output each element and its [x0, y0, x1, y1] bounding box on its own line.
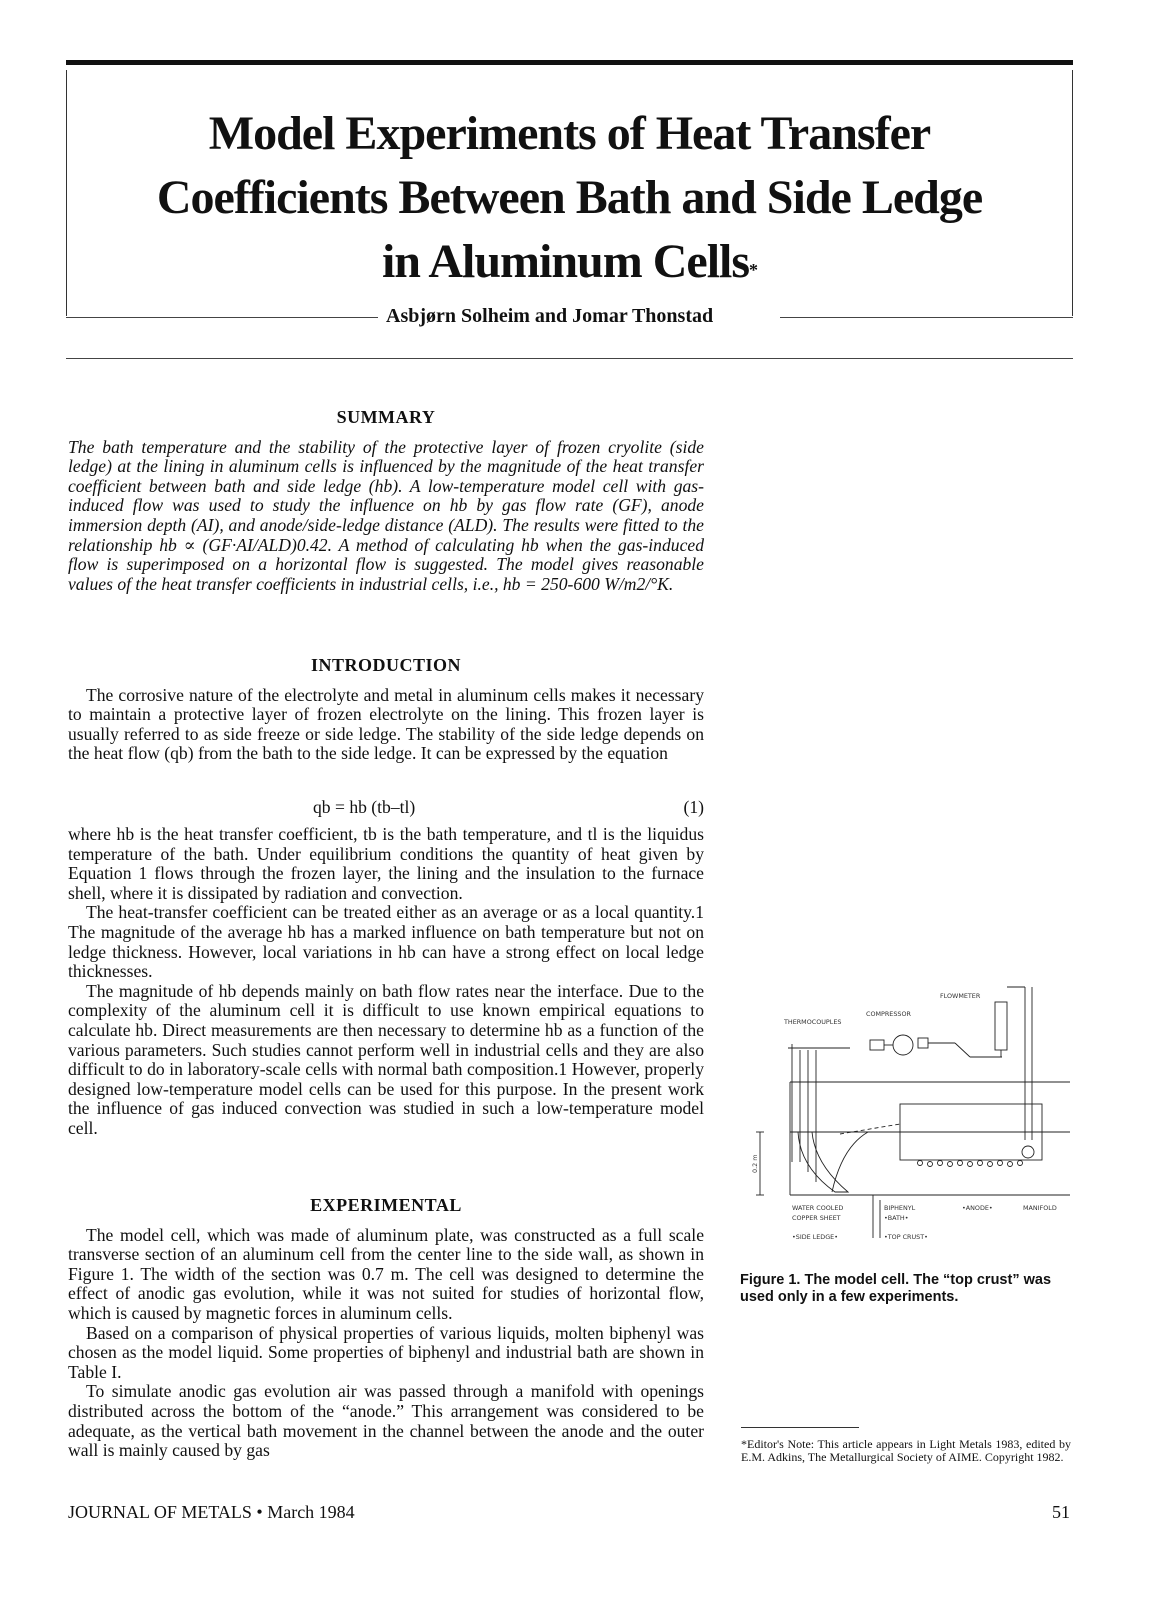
label-flowmeter: FLOWMETER [940, 992, 981, 1000]
title-line-3: in Aluminum Cells [381, 235, 750, 288]
title-footnote-mark: * [749, 260, 758, 280]
label-dimension: 0.2 m [751, 1154, 759, 1173]
introduction-para-3: The heat-transfer coefficient can be treated either as an average or as a local quantity.1 The magnitude of the average hb has a marked influence on bath temperature but not on ledge thickness. However, local variations in hb can have a strong effect on local ledge thicknesses. [68, 902, 704, 982]
authors-rule-left [66, 317, 386, 318]
gas-bubbles [918, 1161, 1023, 1167]
summary-text: The bath temperature and the stability of the protective layer of frozen cryolite (side ledge) at the lining in aluminum cells is influenced by the magnitude of the heat transfer coefficient between bath and side ledge (hb). A low-temperature model cell with gas-induced flow was used to study the influence on hb by gas flow rate (GF), anode immersion depth (AI), and anode/side-ledge distance (ALD). The results were fitted to the relationship hb ∝ (GF·AI/ALD)0.42. A method of calculating hb when the gas-induced flow is superimposed on a horizontal flow is suggested. The model gives reasonable values of the heat transfer coefficients in industrial cells, i.e., hb = 250-600 W/m2/°K. [68, 436, 704, 594]
experimental-para-1: The model cell, which was made of aluminum plate, was constructed as a full scale transverse section of an aluminum cell from the center line to the side wall, as shown in Figure 1. The width of the section was 0.7 m. The cell was designed to determine the effect of anodic gas evolution, while it was not suited for studies of horizontal flow, which is caused by magnetic forces in aluminum cells. [68, 1224, 704, 1323]
label-copper-sheet: COPPER SHEET [792, 1214, 841, 1222]
figure-caption: Figure 1. The model cell. The “top crust” was used only in a few experiments. [740, 1272, 1052, 1305]
label-compressor: COMPRESSOR [866, 1010, 911, 1018]
model-cell-figure [740, 982, 1070, 1244]
top-rule [66, 60, 1073, 65]
experimental-para-2: Based on a comparison of physical properties of various liquids, molten biphenyl was chosen as the model liquid. Some properties of biphenyl and industrial bath are shown in Table I. [68, 1322, 704, 1382]
label-top-crust: •TOP CRUST• [884, 1233, 928, 1241]
side-ledge-shape [798, 1132, 848, 1192]
journal-footer: JOURNAL OF METALS • March 1984 [68, 1502, 355, 1522]
label-manifold: MANIFOLD [1023, 1204, 1057, 1212]
experimental-section [68, 1196, 704, 1461]
footnote-rule [741, 1427, 859, 1428]
summary-heading: SUMMARY [336, 407, 436, 427]
label-water-cooled: WATER COOLED [792, 1204, 844, 1212]
introduction-section [68, 656, 704, 764]
experimental-heading: EXPERIMENTAL [310, 1195, 462, 1215]
label-anode: •ANODE• [962, 1204, 993, 1212]
flowmeter-tube [995, 1002, 1007, 1050]
introduction-para-4: The magnitude of hb depends mainly on bath flow rates near the interface. Due to the complexity of the aluminum cell it is difficult to use known empirical equations to calculate hb. Direct measurements are then necessary to determine hb as a function of the various parameters. Such studies cannot perform well in industrial cells and they are also difficult to do in laboratory-scale cells with normal bath composition.1 However, properly designed low-temperature model cells can be used for this purpose. In the present work the influence of gas induced convection was studied in such a low-temperature model cell. [68, 980, 704, 1138]
introduction-para-2: where hb is the heat transfer coefficient, tb is the bath temperature, and tl is the liquidus temperature of the bath. Under equilibrium conditions the quantity of heat given by Equation 1 flows through the frozen layer, the lining and the insulation to the furnace shell, where it is dissipated by radiation and convection. [68, 824, 704, 903]
introduction-heading: INTRODUCTION [310, 655, 462, 675]
introduction-body [68, 825, 704, 1139]
equation-expression: qb = hb (tb–tl) [313, 797, 416, 817]
article-title [66, 102, 1073, 294]
editor-footnote: *Editor's Note: This article appears in Light Metals 1983, edited by E.M. Adkins, The Metallurgical Society of AIME. Copyright 1982. [741, 1437, 1071, 1464]
compressor-shape [893, 1035, 913, 1055]
label-side-ledge: •SIDE LEDGE• [792, 1233, 838, 1241]
header-rule [66, 358, 1073, 359]
label-biphenyl: BIPHENYL [884, 1204, 916, 1212]
title-line-1: Model Experiments of Heat Transfer [208, 107, 931, 160]
title-line-2: Coefficients Between Bath and Side Ledge [156, 171, 983, 224]
equation-number: (1) [683, 797, 704, 817]
authors-rule-right [780, 317, 1073, 318]
flow-line [832, 1132, 868, 1192]
page-number: 51 [1052, 1502, 1070, 1522]
label-bath: •BATH• [884, 1214, 909, 1222]
label-thermocouples: THERMOCOUPLES [784, 1018, 842, 1026]
manifold-bulb [1022, 1146, 1034, 1158]
experimental-para-3: To simulate anodic gas evolution air was passed through a manifold with openings distributed across the bottom of the “anode.” This arrangement was considered to be adequate, as the vertical bath movement in the channel between the anode and the outer wall is mainly caused by gas [68, 1381, 704, 1461]
introduction-para-1: The corrosive nature of the electrolyte and metal in aluminum cells makes it necessary to maintain a protective layer of frozen electrolyte on the lining. This frozen layer is usually referred to as side freeze or side ledge. The stability of the side ledge depends on the heat flow (qb) from the bath to the side ledge. It can be expressed by the equation [68, 684, 704, 764]
authors: Asbjørn Solheim and Jomar Thonstad [378, 305, 721, 328]
summary-section [68, 408, 704, 594]
